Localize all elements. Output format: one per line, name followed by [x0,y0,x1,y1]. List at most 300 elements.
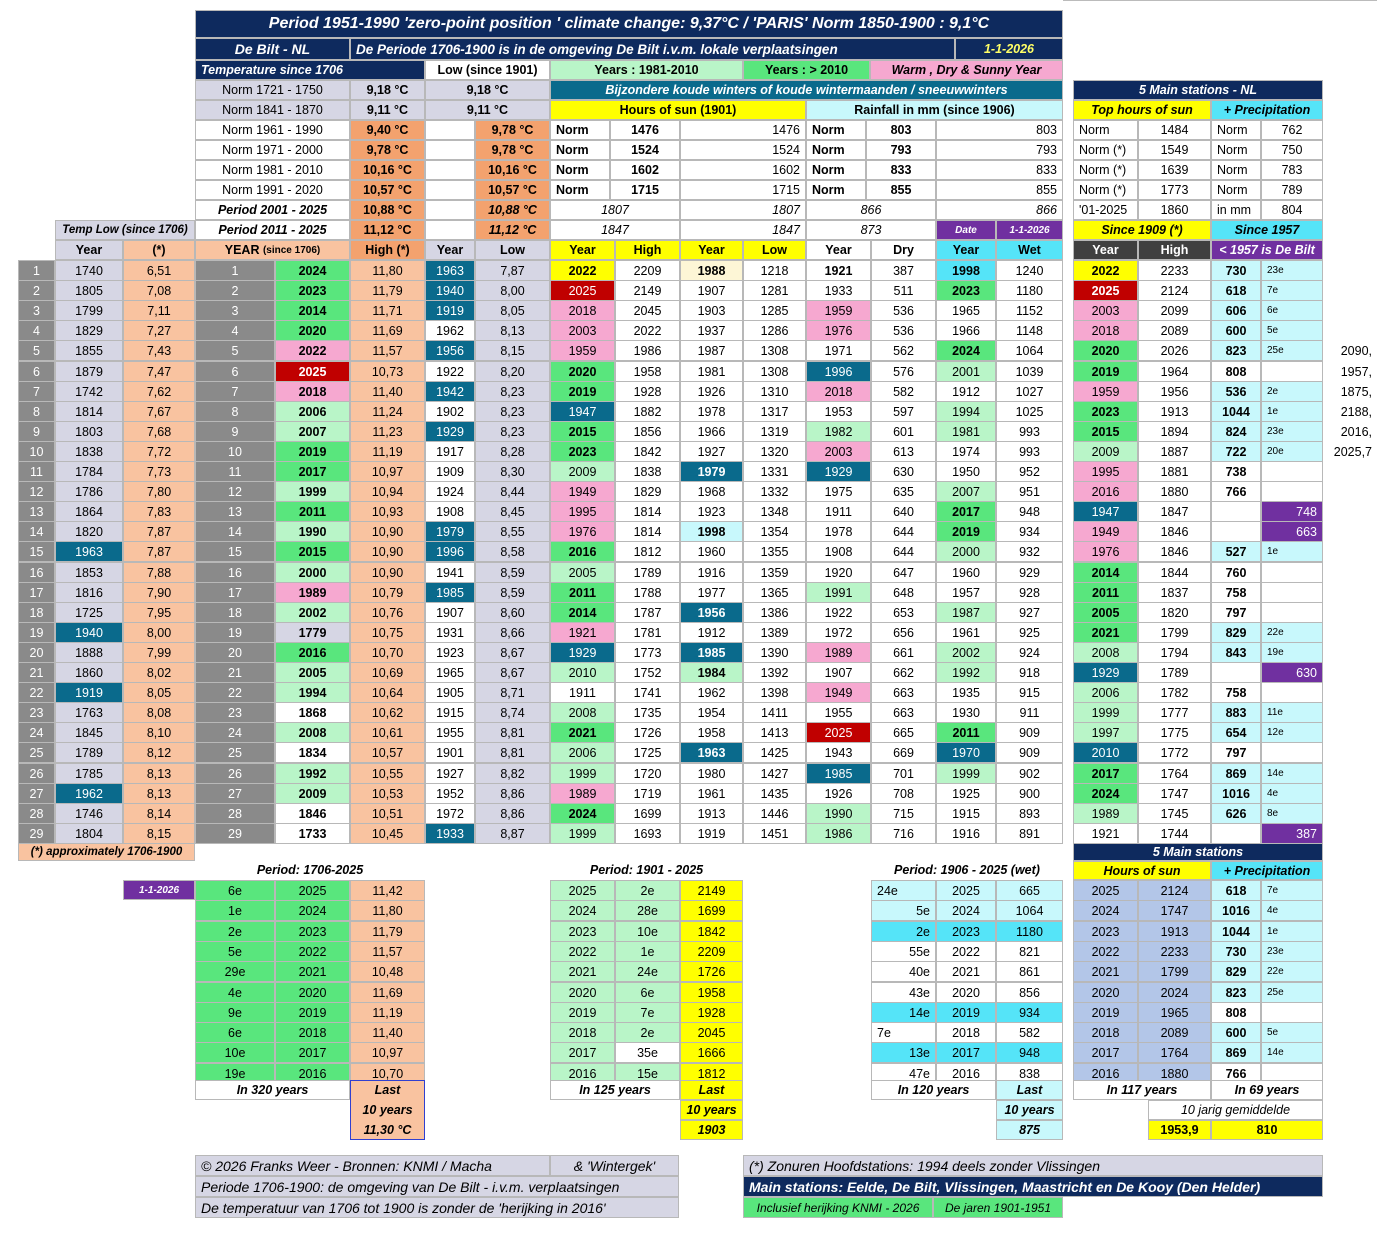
rank2: 5 [195,340,275,361]
wet-value: 915 [996,682,1063,703]
p2-title: Period: 1901 - 2025 [550,860,743,880]
dry-value: 536 [871,320,936,341]
high-year: 2020 [275,320,350,341]
high-year: 1994 [275,682,350,703]
p1-title: Period: 1706-2025 [195,860,425,880]
main-label: Norm (*) [1073,160,1138,180]
p4-sun: 1764 [1138,1042,1211,1063]
p4-title: 5 Main stations [1073,843,1323,861]
rain-norm: 803 [866,120,936,140]
high-year: 2006 [275,401,350,422]
sun-year: 1995 [550,501,615,522]
main-precip-label: Norm [1211,180,1261,200]
main-year: 2006 [1073,682,1138,703]
p2-rank: 6e [615,982,680,1003]
low-temp: 8,02 [123,662,195,683]
main-sun: 1744 [1138,823,1211,844]
p3-year: 2021 [936,961,996,982]
rank: 2 [18,280,55,301]
sun-norm-label: Norm [550,180,610,200]
rank2: 7 [195,381,275,402]
low-temp2: 8,67 [475,662,550,683]
p2-last2: 10 years [680,1100,743,1120]
main-year: 2014 [1073,562,1138,583]
main-rank [1261,481,1323,502]
p2-year: 2024 [550,900,615,921]
wet-value: 900 [996,783,1063,804]
dry-year: 1920 [806,562,871,583]
low-year2: 1905 [425,682,475,703]
sun-high: 1693 [615,823,680,844]
col-de-bilt: < 1957 is De Bilt [1211,240,1323,260]
spacer [425,220,475,240]
wet-year: 1965 [936,300,996,321]
main-sun: 1964 [1138,361,1211,382]
footer-periode: Periode 1706-1900: de omgeving van De Bilt - i.v.m. verplaatsingen [195,1176,679,1197]
dry-year: 1911 [806,501,871,522]
wet-year: 2001 [936,361,996,382]
sun-high: 1726 [615,722,680,743]
low-temp: 8,14 [123,803,195,824]
p1-temp: 10,97 [350,1042,425,1063]
rank2: 19 [195,622,275,643]
sun-year: 2011 [550,582,615,603]
dry-year: 1922 [806,602,871,623]
rank: 6 [18,361,55,382]
precip-header: + Precipitation [1211,100,1323,120]
wet-value: 918 [996,662,1063,683]
rank2: 6 [195,361,275,382]
dry-value: 536 [871,300,936,321]
p1-temp: 10,48 [350,961,425,982]
low-year2: 1996 [425,541,475,562]
main-precip: 797 [1211,602,1261,623]
rank2: 24 [195,722,275,743]
main-precip: 824 [1211,421,1261,442]
low-temp: 8,12 [123,742,195,763]
low-temp2: 8,55 [475,521,550,542]
low-year2: 1972 [425,803,475,824]
p2-year: 2025 [550,880,615,901]
norm-label: Norm 1721 - 1750 [195,80,350,100]
low-temp2: 8,59 [475,562,550,583]
sun-low-year: 1937 [680,320,743,341]
sun-period: 1807 [550,200,680,220]
main-sun: 1881 [1138,461,1211,482]
sun-high: 1787 [615,602,680,623]
sun-low: 1451 [743,823,806,844]
wet-value: 1148 [996,320,1063,341]
low-year2: 1955 [425,722,475,743]
low-year: 1845 [55,722,123,743]
rank: 9 [18,421,55,442]
p2-year: 2021 [550,961,615,982]
wet-value: 925 [996,622,1063,643]
high-temp: 11,40 [350,381,425,402]
wet-value: 924 [996,642,1063,663]
overflow-value: 1875, [1340,384,1372,399]
dry-year: 1991 [806,582,871,603]
low-temp: 7,68 [123,421,195,442]
norm-value: 9,18 °C [350,80,425,100]
low-year: 1725 [55,602,123,623]
col-year7: Year [1073,240,1138,260]
high-temp: 10,90 [350,562,425,583]
low-temp: 7,80 [123,481,195,502]
wet-year: 1981 [936,421,996,442]
main-rank: 4e [1261,783,1323,804]
p1-rank: 19e [195,1063,275,1084]
temp-since: Temperature since 1706 [195,60,425,80]
main-year: 2022 [1073,260,1138,281]
low-year2: 1909 [425,461,475,482]
high-year: 2015 [275,541,350,562]
page-title: Period 1951-1990 'zero-point position ' climate change: 9,37°C / 'PARIS' Norm 1850-1900 : 9,1°C [195,10,1063,38]
low-year: 1853 [55,562,123,583]
p2-rank: 35e [615,1042,680,1063]
low-year: 1763 [55,702,123,723]
p1-temp: 11,42 [350,880,425,901]
p1-year: 2021 [275,961,350,982]
sun-year: 2024 [550,803,615,824]
main-sun: 2089 [1138,320,1211,341]
sun-high: 1882 [615,401,680,422]
p1-in: In 320 years [195,1080,350,1100]
low-year: 1742 [55,381,123,402]
rank: 15 [18,541,55,562]
main-sun: 1549 [1138,140,1211,160]
low-temp: 8,13 [123,763,195,784]
main-year: 1997 [1073,722,1138,743]
sun-high: 1814 [615,521,680,542]
rank: 16 [18,562,55,583]
rank: 12 [18,481,55,502]
main-rank [1261,361,1323,382]
norm-label: Norm 1991 - 2020 [195,180,350,200]
main-sun: 1639 [1138,160,1211,180]
rank2: 16 [195,562,275,583]
p4-rank: 25e [1261,982,1323,1003]
p3-rain: 861 [996,961,1063,982]
low-year2: 1927 [425,763,475,784]
dry-year: 1908 [806,541,871,562]
p2-sun: 2149 [680,880,743,901]
p2-rank: 2e [615,1022,680,1043]
main-year: 1959 [1073,381,1138,402]
p3-rank: 43e [871,982,936,1003]
sun-period-2: 1807 [680,200,806,220]
high-temp: 10,64 [350,682,425,703]
wet-value: 893 [996,803,1063,824]
p3-rain: 1064 [996,900,1063,921]
temp-low-since: Temp Low (since 1706) [55,220,195,240]
low-year: 1799 [55,300,123,321]
wet-value: 993 [996,421,1063,442]
main-year: 2008 [1073,642,1138,663]
p2-sun: 1726 [680,961,743,982]
high-year: 2014 [275,300,350,321]
dry-value: 715 [871,803,936,824]
low-year2: 1915 [425,702,475,723]
high-year: 1999 [275,481,350,502]
high-temp: 10,90 [350,521,425,542]
sun-year: 1947 [550,401,615,422]
header-date: 1-1-2026 [955,38,1063,60]
sun-low: 1285 [743,300,806,321]
high-year: 1992 [275,763,350,784]
dry-year: 1949 [806,682,871,703]
main-year: 2011 [1073,582,1138,603]
main-year: 2005 [1073,602,1138,623]
p4-sun: 1965 [1138,1002,1211,1023]
sun-high: 2209 [615,260,680,281]
norm-low: 10,57 °C [475,180,550,200]
rank: 18 [18,602,55,623]
main-sun: 1847 [1138,501,1211,522]
footer-main-stations: Main stations: Eelde, De Bilt, Vlissingen, Maastricht en De Kooy (Den Helder) [743,1176,1323,1197]
rank: 8 [18,401,55,422]
sun-low-year: 1907 [680,280,743,301]
low-temp2: 8,81 [475,742,550,763]
wet-year: 1915 [936,803,996,824]
main-sun: 1794 [1138,642,1211,663]
p2-rank: 15e [615,1063,680,1084]
low-year2: 1952 [425,783,475,804]
high-temp: 11,80 [350,260,425,281]
sun-norm: 1476 [610,120,680,140]
low-year: 1816 [55,582,123,603]
main-precip: 762 [1261,120,1323,140]
p3-year: 2019 [936,1002,996,1023]
main-sun: 2233 [1138,260,1211,281]
p3-rain: 934 [996,1002,1063,1023]
low-temp2: 8,82 [475,763,550,784]
wet-value: 1025 [996,401,1063,422]
main-rank [1261,562,1323,583]
dry-year: 2003 [806,441,871,462]
wet-year: 2007 [936,481,996,502]
p2-rank: 7e [615,1002,680,1023]
p4-avg: 10 jarig gemiddelde [1148,1100,1323,1120]
col-low2: Low [743,240,806,260]
low-year: 1962 [55,783,123,804]
main-rank: 6e [1261,300,1323,321]
low-temp2: 8,20 [475,361,550,382]
p2-year: 2023 [550,921,615,942]
low-year: 1784 [55,461,123,482]
dry-year: 2018 [806,381,871,402]
since-1957: Since 1957 [1211,220,1323,240]
sun-high: 1986 [615,340,680,361]
high-year: 2024 [275,260,350,281]
p4-year: 2025 [1073,880,1138,901]
approx-note: (*) approximately 1706-1900 [18,843,195,861]
low-temp2: 8,60 [475,602,550,623]
sun-year: 2025 [550,280,615,301]
low-temp: 8,15 [123,823,195,844]
wet-year: 1957 [936,582,996,603]
main-precip: 758 [1211,582,1261,603]
main-precip: 758 [1211,682,1261,703]
high-temp: 11,69 [350,320,425,341]
high-temp: 11,71 [350,300,425,321]
wet-year: 1987 [936,602,996,623]
rank2: 12 [195,481,275,502]
sun-low-year: 1963 [680,742,743,763]
rank: 28 [18,803,55,824]
high-year: 2025 [275,361,350,382]
rain-norm-2: 793 [936,140,1063,160]
high-temp: 11,79 [350,280,425,301]
low-year: 1829 [55,320,123,341]
low-temp2: 8,28 [475,441,550,462]
high-year: 2023 [275,280,350,301]
sun-low: 1392 [743,662,806,683]
rank2: 27 [195,783,275,804]
dry-year: 1953 [806,401,871,422]
p4-year: 2018 [1073,1022,1138,1043]
p3-rain: 948 [996,1042,1063,1063]
p3-year: 2025 [936,880,996,901]
main-sun: 1844 [1138,562,1211,583]
high-year: 1990 [275,521,350,542]
p3-rain: 821 [996,941,1063,962]
sun-low-year: 1926 [680,381,743,402]
sun-low-year: 1916 [680,562,743,583]
rank: 20 [18,642,55,663]
low-temp2: 8,30 [475,461,550,482]
main-sun: 1764 [1138,763,1211,784]
norm-value: 9,11 °C [350,100,425,120]
sun-high: 1735 [615,702,680,723]
low-year: 1855 [55,340,123,361]
rank2: 11 [195,461,275,482]
wet-value: 1180 [996,280,1063,301]
col-year6: Year [936,240,996,260]
high-year: 2022 [275,340,350,361]
rank: 26 [18,763,55,784]
p2-in: In 125 years [550,1080,680,1100]
high-temp: 10,62 [350,702,425,723]
dry-year: 1989 [806,642,871,663]
p4-precip: 1016 [1211,900,1261,921]
sun-norm: 1524 [610,140,680,160]
date-label: Date [936,220,996,240]
norm-label: Norm 1841 - 1870 [195,100,350,120]
p2-year: 2016 [550,1063,615,1084]
p4-sun: 1747 [1138,900,1211,921]
norm-low: 9,78 °C [475,120,550,140]
p4-sun: 2024 [1138,982,1211,1003]
main-precip-label: Norm [1211,120,1261,140]
dry-value: 662 [871,662,936,683]
main-precip: 1044 [1211,401,1261,422]
main-sun: 1789 [1138,662,1211,683]
main-precip: 783 [1261,160,1323,180]
p2-rank: 24e [615,961,680,982]
main-year: 1995 [1073,461,1138,482]
main-year: 2017 [1073,763,1138,784]
p1-year: 2018 [275,1022,350,1043]
p3-rain: 1180 [996,921,1063,942]
sun-low: 1319 [743,421,806,442]
p4-rank: 23e [1261,941,1323,962]
main-year: 2019 [1073,361,1138,382]
rain-norm-label: Norm [806,180,866,200]
dry-value: 669 [871,742,936,763]
high-year: 2000 [275,562,350,583]
main-precip-label: Norm [1211,140,1261,160]
p2-sun: 1812 [680,1063,743,1084]
p1-year: 2022 [275,941,350,962]
p3-rank: 13e [871,1042,936,1063]
rain-norm: 793 [866,140,936,160]
p4-rank: 4e [1261,900,1323,921]
low-temp: 7,67 [123,401,195,422]
wet-year: 1974 [936,441,996,462]
p2-sun: 1928 [680,1002,743,1023]
low-year2: 1962 [425,320,475,341]
rank: 1 [18,260,55,281]
main-year: 1949 [1073,521,1138,542]
main-rank: 2e [1261,381,1323,402]
low-year2: 1965 [425,662,475,683]
sun-year: 2010 [550,662,615,683]
p4-precip: 600 [1211,1022,1261,1043]
rank: 5 [18,340,55,361]
dry-year: 1990 [806,803,871,824]
dry-value: 648 [871,582,936,603]
norm-low: 9,78 °C [475,140,550,160]
main-sun: 1887 [1138,441,1211,462]
low-year: 1785 [55,763,123,784]
dry-value: 644 [871,541,936,562]
p4-precip: 869 [1211,1042,1261,1063]
footer-jaren: De jaren 1901-1951 [933,1197,1063,1218]
main-rank: 11e [1261,702,1323,723]
p4-rank: 1e [1261,921,1323,942]
main-year: 2025 [1073,280,1138,301]
main-precip: 1016 [1211,783,1261,804]
wet-value: 909 [996,742,1063,763]
footer-wintergek: & 'Wintergek' [550,1155,679,1176]
high-temp: 10,69 [350,662,425,683]
sun-low: 1320 [743,441,806,462]
low-year2: 1956 [425,340,475,361]
p4-rank: 5e [1261,1022,1323,1043]
sun-low: 1354 [743,521,806,542]
p4-sun: 1880 [1138,1063,1211,1084]
main-rank: 1e [1261,541,1323,562]
low-temp2: 8,15 [475,340,550,361]
high-year: 1868 [275,702,350,723]
main-precip: 722 [1211,441,1261,462]
p1-rank: 29e [195,961,275,982]
p3-year: 2018 [936,1022,996,1043]
low-temp2: 8,23 [475,381,550,402]
sun-year: 1999 [550,823,615,844]
high-temp: 10,53 [350,783,425,804]
sun-year: 2018 [550,300,615,321]
rain-period: 873 [806,220,936,240]
p1-date: 1-1-2026 [123,880,195,900]
rank2: 20 [195,642,275,663]
p2-sun: 1958 [680,982,743,1003]
rank: 11 [18,461,55,482]
low-temp: 7,27 [123,320,195,341]
rank2: 1 [195,260,275,281]
rank: 21 [18,662,55,683]
